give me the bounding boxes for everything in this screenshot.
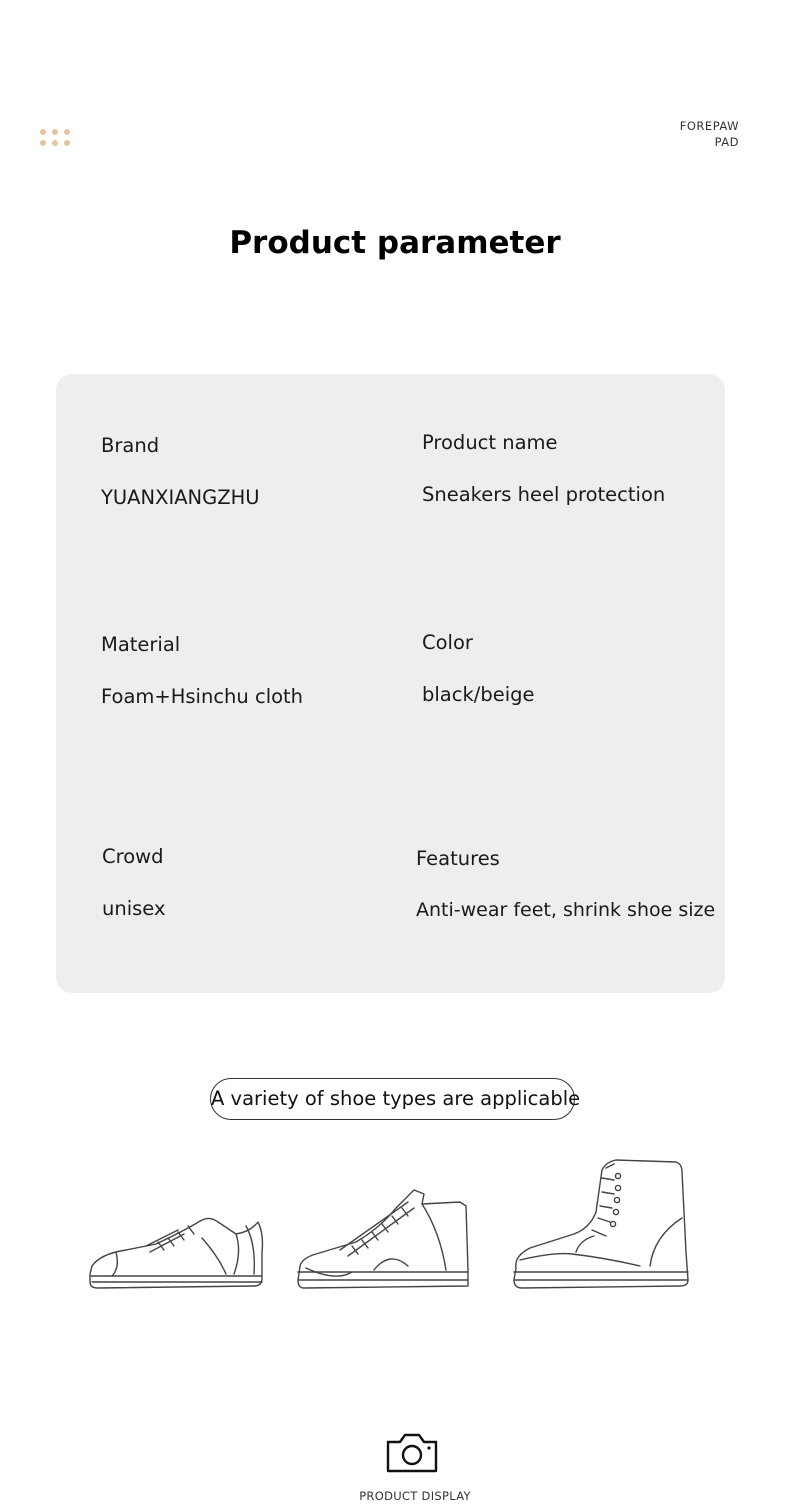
features-value: Anti-wear feet, shrink shoe size: [416, 899, 716, 921]
corner-label-line2: PAD: [714, 135, 739, 149]
camera-icon: [385, 1430, 439, 1474]
high-top-sneaker-icon: [296, 1186, 472, 1296]
brand-value: YUANXIANGZHU: [101, 486, 260, 509]
color-label: Color: [422, 631, 473, 654]
grid-dots-icon: [40, 129, 70, 147]
corner-label-line1: FOREPAW: [679, 119, 739, 133]
material-label: Material: [101, 633, 181, 656]
boot-icon: [510, 1156, 694, 1296]
material-value: Foam+Hsinchu cloth: [101, 685, 304, 708]
features-label: Features: [416, 847, 500, 870]
page-title: Product parameter: [229, 225, 561, 261]
shoe-types-heading: A variety of shoe types are applicable: [210, 1078, 575, 1120]
low-top-sneaker-icon: [86, 1212, 268, 1296]
brand-label: Brand: [101, 434, 160, 457]
corner-label: [680, 118, 739, 150]
product-display-label: PRODUCT DISPLAY: [359, 1489, 471, 1503]
crowd-value: unisex: [102, 897, 166, 920]
crowd-label: Crowd: [102, 845, 164, 868]
product-name-value: Sneakers heel protection: [422, 483, 666, 506]
product-name-label: Product name: [422, 431, 558, 454]
color-value: black/beige: [422, 683, 535, 706]
